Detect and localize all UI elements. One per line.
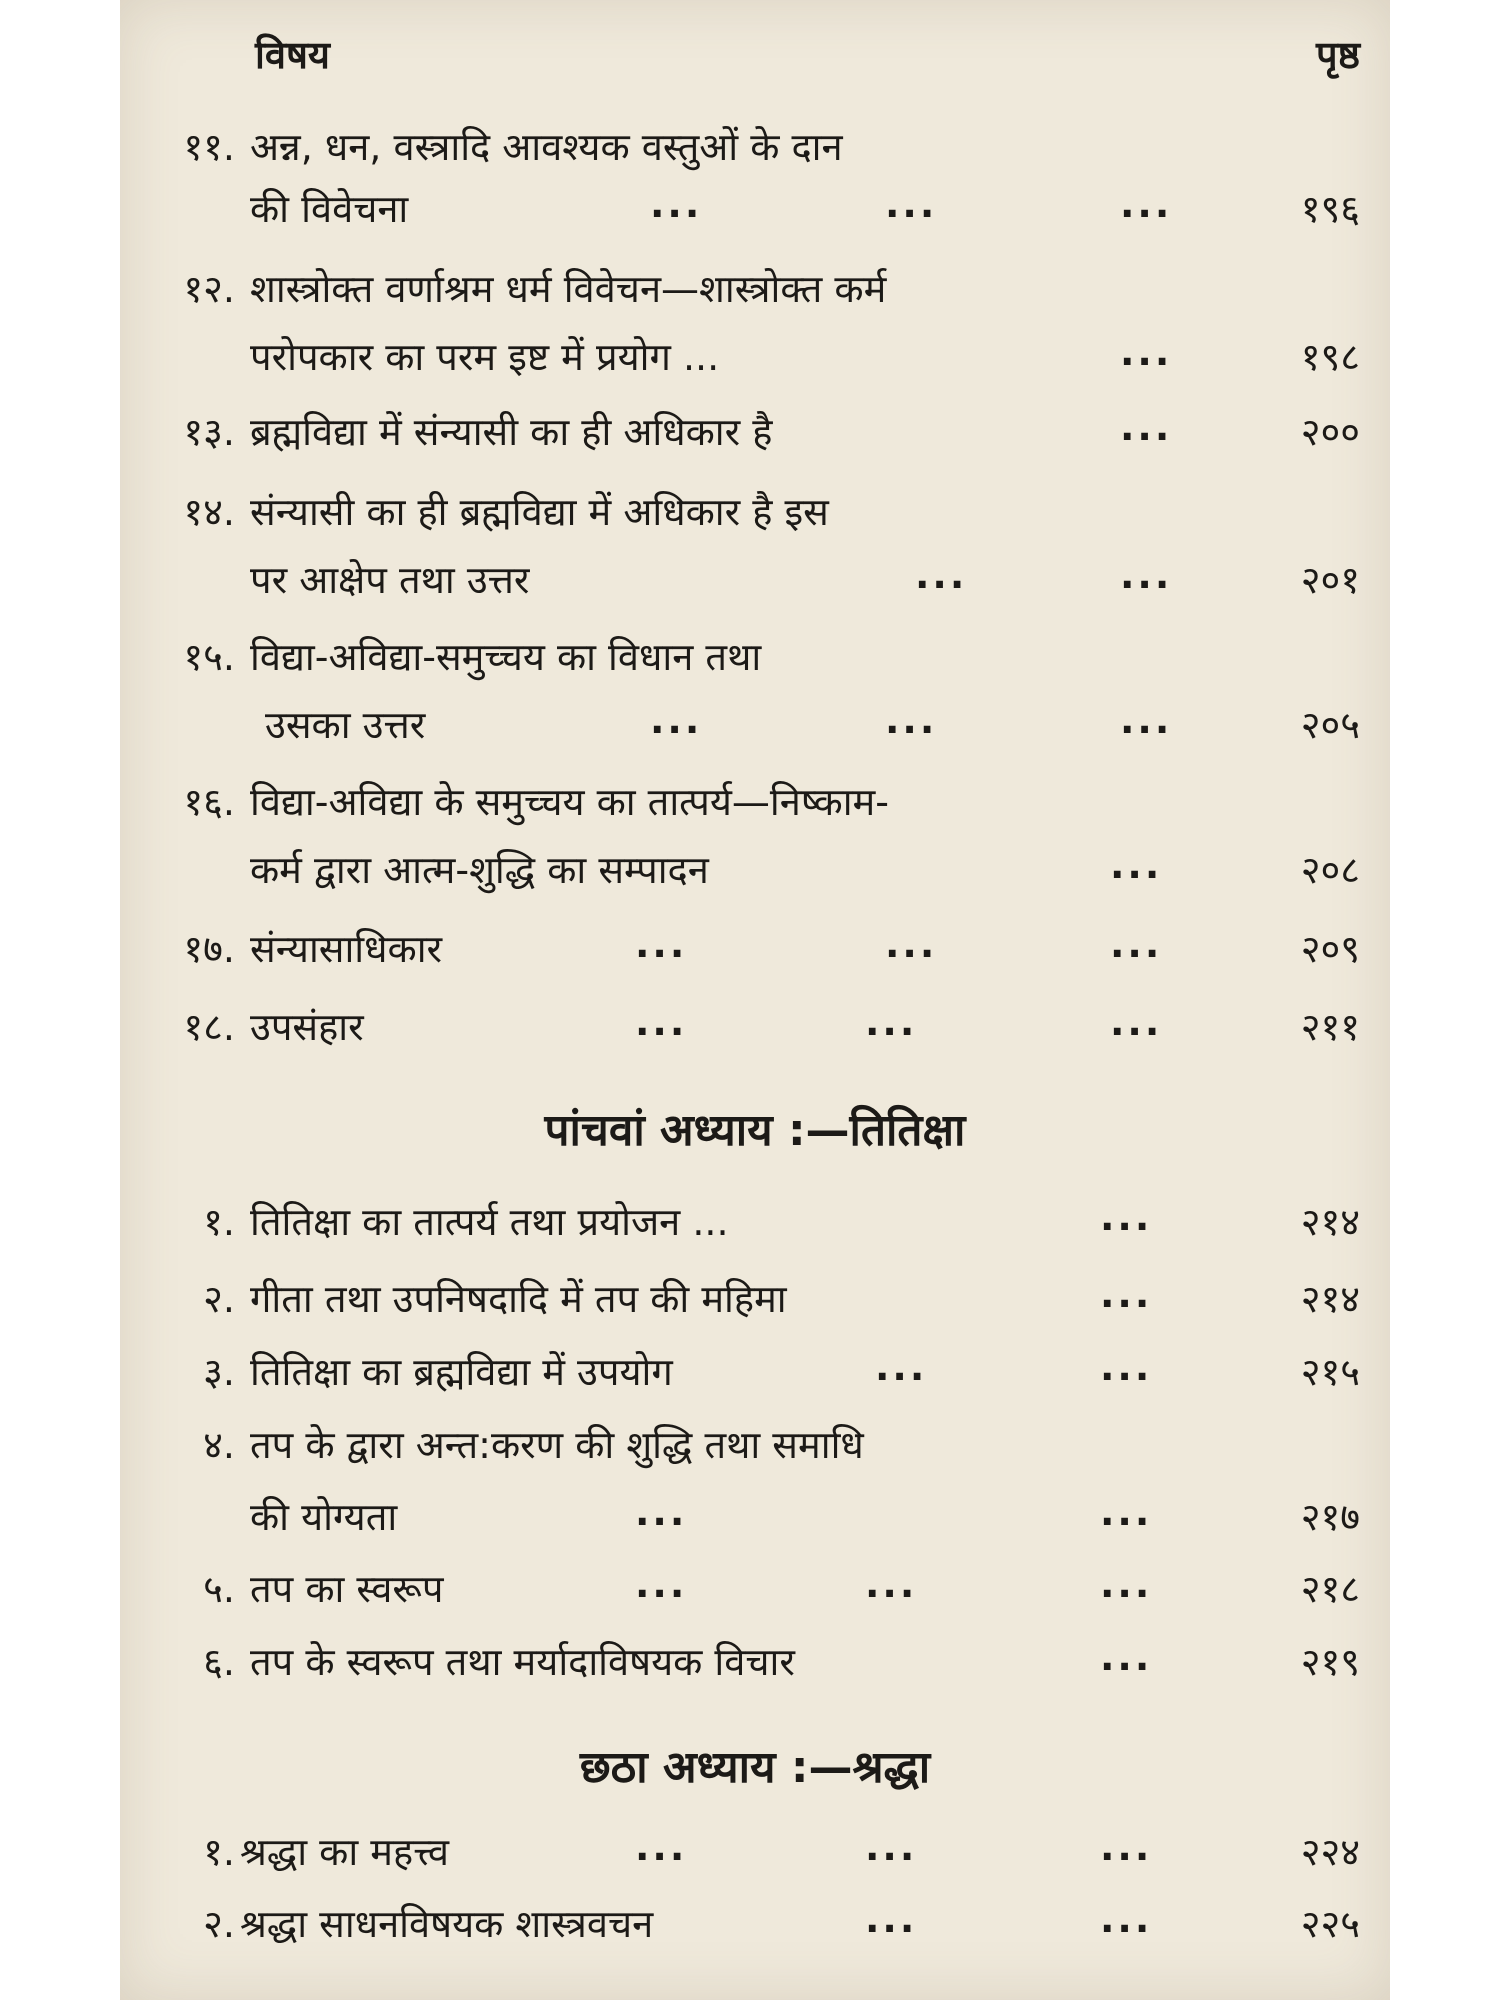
- book-page: [120, 0, 1390, 2000]
- entry-number: ४.: [203, 1423, 235, 1467]
- entry-number: १३.: [183, 410, 235, 454]
- entry-title-line: परोपकार का परम इष्ट में प्रयोग ...: [250, 335, 720, 379]
- entry-title-line: पर आक्षेप तथा उत्तर: [250, 558, 530, 602]
- leader-dots: ...: [875, 1345, 928, 1389]
- leader-dots: ...: [1120, 182, 1173, 226]
- leader-dots: ...: [1120, 330, 1173, 374]
- leader-dots: ...: [885, 182, 938, 226]
- entry-title-line: श्रद्धा का महत्त्व: [240, 1830, 449, 1874]
- chapter-heading: छठा अध्याय :—श्रद्धा: [579, 1742, 931, 1793]
- entry-number: २.: [203, 1902, 235, 1946]
- entry-title-line: संन्यासी का ही ब्रह्मविद्या में अधिकार है इस: [250, 490, 829, 534]
- page-number: २२४: [1300, 1830, 1360, 1874]
- leader-dots: ...: [1100, 1490, 1153, 1534]
- page-number: २१४: [1300, 1200, 1360, 1244]
- entry-title-line: तप के द्वारा अन्त:करण की शुद्धि तथा समाधि: [250, 1423, 864, 1467]
- toc-header: [255, 28, 1360, 88]
- page-number: २००: [1300, 410, 1360, 454]
- leader-dots: ...: [1110, 1000, 1163, 1044]
- entry-number: ११.: [183, 125, 235, 169]
- page-number: १९६: [1300, 187, 1360, 231]
- entry-title-line: अन्न, धन, वस्त्रादि आवश्यक वस्तुओं के दान: [250, 125, 843, 169]
- entry-title-line: ब्रह्मविद्या में संन्यासी का ही अधिकार है: [250, 410, 773, 454]
- entry-number: १८.: [183, 1005, 235, 1049]
- leader-dots: ...: [1120, 553, 1173, 597]
- entry-title-line: उसका उत्तर: [265, 703, 426, 747]
- page-number: २१९: [1300, 1640, 1360, 1684]
- leader-dots: ...: [650, 182, 703, 226]
- leader-dots: ...: [1100, 1195, 1153, 1239]
- leader-dots: ...: [885, 698, 938, 742]
- leader-dots: ...: [1100, 1562, 1153, 1606]
- page-number: २०१: [1300, 558, 1360, 602]
- entry-title-line: गीता तथा उपनिषदादि में तप की महिमा: [250, 1277, 787, 1321]
- page-number: २१८: [1300, 1567, 1360, 1611]
- leader-dots: ...: [865, 1562, 918, 1606]
- entry-title-line: शास्त्रोक्त वर्णाश्रम धर्म विवेचन—शास्त्रोक्त कर्म: [250, 267, 887, 311]
- page-number: २११: [1300, 1005, 1360, 1049]
- leader-dots: ...: [1120, 698, 1173, 742]
- entry-number: ६.: [203, 1640, 235, 1684]
- entry-title-line: तप का स्वरूप: [250, 1567, 444, 1611]
- leader-dots: ...: [635, 922, 688, 966]
- page-number: २०९: [1300, 927, 1360, 971]
- entry-number: १५.: [183, 635, 235, 679]
- entry-number: १.: [203, 1830, 235, 1874]
- leader-dots: ...: [1100, 1272, 1153, 1316]
- leader-dots: ...: [635, 1562, 688, 1606]
- entry-title-line: कर्म द्वारा आत्म-शुद्धि का सम्पादन: [250, 848, 709, 892]
- leader-dots: ...: [1100, 1825, 1153, 1869]
- entry-title-line: संन्यासाधिकार: [250, 927, 443, 971]
- entry-number: ५.: [203, 1567, 235, 1611]
- entry-number: १.: [203, 1200, 235, 1244]
- leader-dots: ...: [865, 1897, 918, 1941]
- leader-dots: ...: [915, 553, 968, 597]
- page-number: २०५: [1300, 703, 1360, 747]
- page-number: १९८: [1300, 335, 1360, 379]
- page-number: २२५: [1300, 1902, 1360, 1946]
- chapter-heading: पांचवां अध्याय :—तितिक्षा: [544, 1105, 966, 1156]
- page-number: २०८: [1300, 848, 1360, 892]
- leader-dots: ...: [1110, 843, 1163, 887]
- leader-dots: ...: [1120, 405, 1173, 449]
- entry-title-line: तप के स्वरूप तथा मर्यादाविषयक विचार: [250, 1640, 795, 1684]
- entry-number: १२.: [183, 267, 235, 311]
- leader-dots: ...: [635, 1490, 688, 1534]
- page-number: २१४: [1300, 1277, 1360, 1321]
- entry-number: १६.: [183, 780, 235, 824]
- leader-dots: ...: [1100, 1897, 1153, 1941]
- entry-title-line: तितिक्षा का तात्पर्य तथा प्रयोजन ...: [250, 1200, 729, 1244]
- entry-title-line: विद्या-अविद्या-समुच्चय का विधान तथा: [250, 635, 762, 679]
- entry-number: १७.: [183, 927, 235, 971]
- leader-dots: ...: [635, 1000, 688, 1044]
- page-heading: पृष्ठ: [1316, 33, 1360, 77]
- entry-title-line: की विवेचना: [250, 187, 409, 231]
- entry-number: २.: [203, 1277, 235, 1321]
- entry-title-line: तितिक्षा का ब्रह्मविद्या में उपयोग: [250, 1350, 673, 1394]
- leader-dots: ...: [865, 1000, 918, 1044]
- page-number: २१५: [1300, 1350, 1360, 1394]
- page-number: २१७: [1300, 1495, 1360, 1539]
- entry-number: १४.: [183, 490, 235, 534]
- entry-number: ३.: [203, 1350, 235, 1394]
- subject-heading: विषय: [255, 33, 330, 77]
- entry-title-line: श्रद्धा साधनविषयक शास्त्रवचन: [240, 1902, 654, 1946]
- entry-title-line: की योग्यता: [250, 1495, 398, 1539]
- leader-dots: ...: [650, 698, 703, 742]
- leader-dots: ...: [885, 922, 938, 966]
- leader-dots: ...: [635, 1825, 688, 1869]
- leader-dots: ...: [865, 1825, 918, 1869]
- leader-dots: ...: [1110, 922, 1163, 966]
- leader-dots: ...: [1100, 1345, 1153, 1389]
- leader-dots: ...: [1100, 1635, 1153, 1679]
- entry-title-line: उपसंहार: [250, 1005, 364, 1049]
- entry-title-line: विद्या-अविद्या के समुच्चय का तात्पर्य—निष्काम-: [250, 780, 889, 824]
